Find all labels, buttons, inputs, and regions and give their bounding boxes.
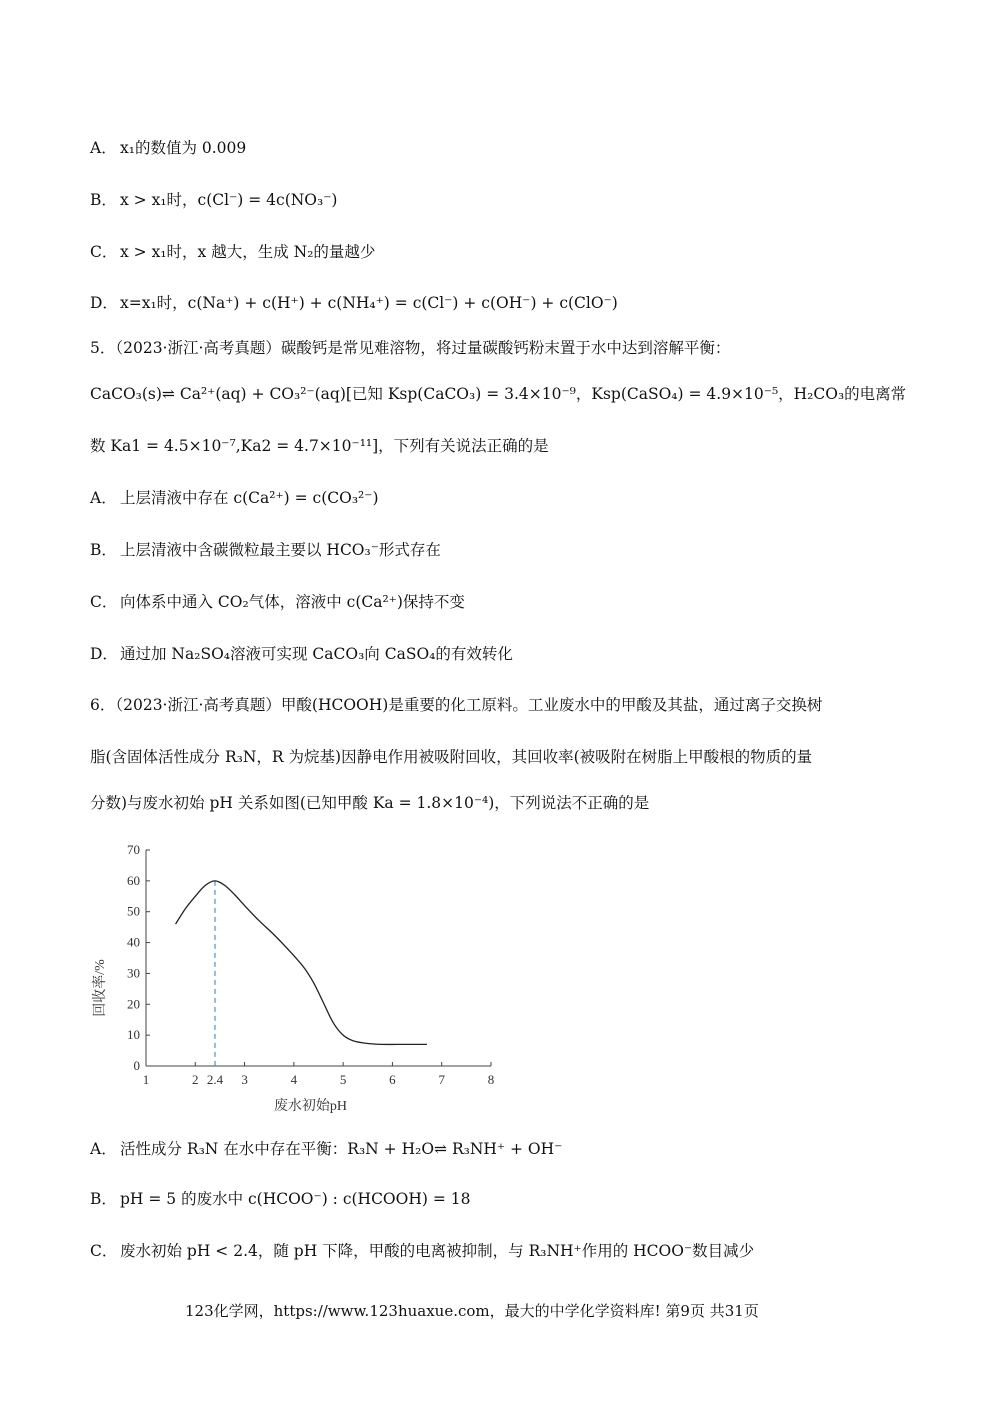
q4-option-c — [90, 242, 375, 262]
y-tick-label: 10 — [127, 1027, 140, 1043]
q5-option-c — [90, 592, 465, 612]
q4-option-a — [90, 138, 246, 158]
q6-option-a-label: A． — [90, 1140, 117, 1158]
y-axis-label: 回收率/% — [93, 959, 108, 1017]
y-tick-label: 60 — [127, 872, 140, 888]
page-footer: 123化学网，https://www.123huaxue.com，最大的中学化学资料库! 第9页 共31页 — [185, 1302, 759, 1320]
q5-stem-line-3: 数 Ka1 = 4.5×10⁻⁷,Ka2 = 4.7×10⁻¹¹]，下列有关说法正确的是 — [90, 437, 549, 455]
q5-stem-line-1: 5．（2023·浙江·高考真题）碳酸钙是常见难溶物，将过量碳酸钙粉末置于水中达到溶解平衡： — [90, 339, 731, 357]
q6-stem-line-1: 6．（2023·浙江·高考真题）甲酸(HCOOH)是重要的化工原料。工业废水中的甲酸及其盐，通过离子交换树 — [90, 696, 823, 714]
q5-option-c-text: 向体系中通入 CO₂气体，溶液中 c(Ca²⁺)保持不变 — [120, 593, 465, 611]
q5-option-b-label: B． — [90, 541, 117, 559]
q5-option-c-label: C． — [90, 593, 118, 611]
x-tick-label: 8 — [487, 1072, 495, 1087]
q4-option-c-label: C． — [90, 243, 118, 261]
q4-option-d — [90, 293, 618, 313]
y-tick-label: 20 — [127, 996, 140, 1012]
q4-option-b — [90, 190, 337, 210]
q5-stem-line-2: CaCO₃(s)⇌ Ca²⁺(aq) + CO₃²⁻(aq)[已知 Ksp(CaCO₃) = 3.4×10⁻⁹，Ksp(CaSO₄) = 4.9×10⁻⁵，H₂CO₃的电离常 — [90, 385, 907, 403]
x-tick-label: 3 — [241, 1072, 248, 1087]
q4-option-d-label: D． — [90, 294, 118, 312]
recovery-rate-chart — [88, 838, 508, 1123]
q5-option-d-label: D． — [90, 645, 118, 663]
q5-option-a — [90, 488, 379, 508]
q6-option-c-text: 废水初始 pH < 2.4，随 pH 下降，甲酸的电离被抑制，与 R₃NH⁺作用的 HCOO⁻数目减少 — [120, 1242, 755, 1260]
y-tick-label: 0 — [133, 1058, 140, 1073]
q4-option-a-label: A． — [90, 139, 117, 157]
y-tick-label: 50 — [127, 903, 140, 919]
q6-option-c — [90, 1241, 754, 1261]
q6-stem-line-2: 脂(含固体活性成分 R₃N，R 为烷基)因静电作用被吸附回收，其回收率(被吸附在树脂上甲酸根的物质的量 — [90, 748, 813, 766]
q4-option-c-text: x > x₁时，x 越大，生成 N₂的量越少 — [120, 243, 376, 261]
q5-option-b-text: 上层清液中含碳微粒最主要以 HCO₃⁻形式存在 — [120, 541, 441, 559]
q5-option-a-label: A． — [90, 489, 117, 507]
q4-option-b-text: x > x₁时，c(Cl⁻) = 4c(NO₃⁻) — [120, 191, 338, 209]
q4-option-b-label: B． — [90, 191, 117, 209]
y-tick-label: 30 — [127, 965, 140, 981]
q4-option-d-text: x=x₁时，c(Na⁺) + c(H⁺) + c(NH₄⁺) = c(Cl⁻) + c(OH⁻) + c(ClO⁻) — [120, 294, 618, 312]
q6-option-a-text: 活性成分 R₃N 在水中存在平衡：R₃N + H₂O⇌ R₃NH⁺ + OH⁻ — [120, 1140, 563, 1158]
q5-option-b — [90, 540, 441, 560]
x-tick-label: 4 — [290, 1072, 298, 1087]
q6-option-c-label: C． — [90, 1242, 118, 1260]
x-tick-label: 7 — [438, 1072, 445, 1087]
y-tick-label: 70 — [127, 842, 140, 857]
q6-option-a — [90, 1139, 562, 1159]
x-tick-label: 6 — [389, 1072, 396, 1087]
q4-option-a-text: x₁的数值为 0.009 — [120, 139, 247, 157]
q6-option-b — [90, 1189, 470, 1209]
x-axis-label: 废水初始pH — [273, 1099, 348, 1114]
q5-option-d — [90, 644, 513, 664]
q6-stem-line-3: 分数)与废水初始 pH 关系如图(已知甲酸 Ka = 1.8×10⁻⁴)，下列说法不正确的是 — [90, 794, 650, 812]
q5-option-d-text: 通过加 Na₂SO₄溶液可实现 CaCO₃向 CaSO₄的有效转化 — [120, 645, 513, 663]
q5-option-a-text: 上层清液中存在 c(Ca²⁺) = c(CO₃²⁻) — [120, 489, 379, 507]
series-line — [176, 881, 427, 1045]
q6-option-b-text: pH = 5 的废水中 c(HCOO⁻) : c(HCOOH) = 18 — [120, 1190, 471, 1208]
x-tick-label: 2 — [192, 1072, 199, 1087]
x-tick-label: 2.4 — [206, 1072, 224, 1087]
x-tick-label: 5 — [339, 1072, 347, 1087]
q6-option-b-label: B． — [90, 1190, 117, 1208]
x-tick-label: 1 — [142, 1072, 150, 1087]
y-tick-label: 40 — [127, 934, 140, 950]
